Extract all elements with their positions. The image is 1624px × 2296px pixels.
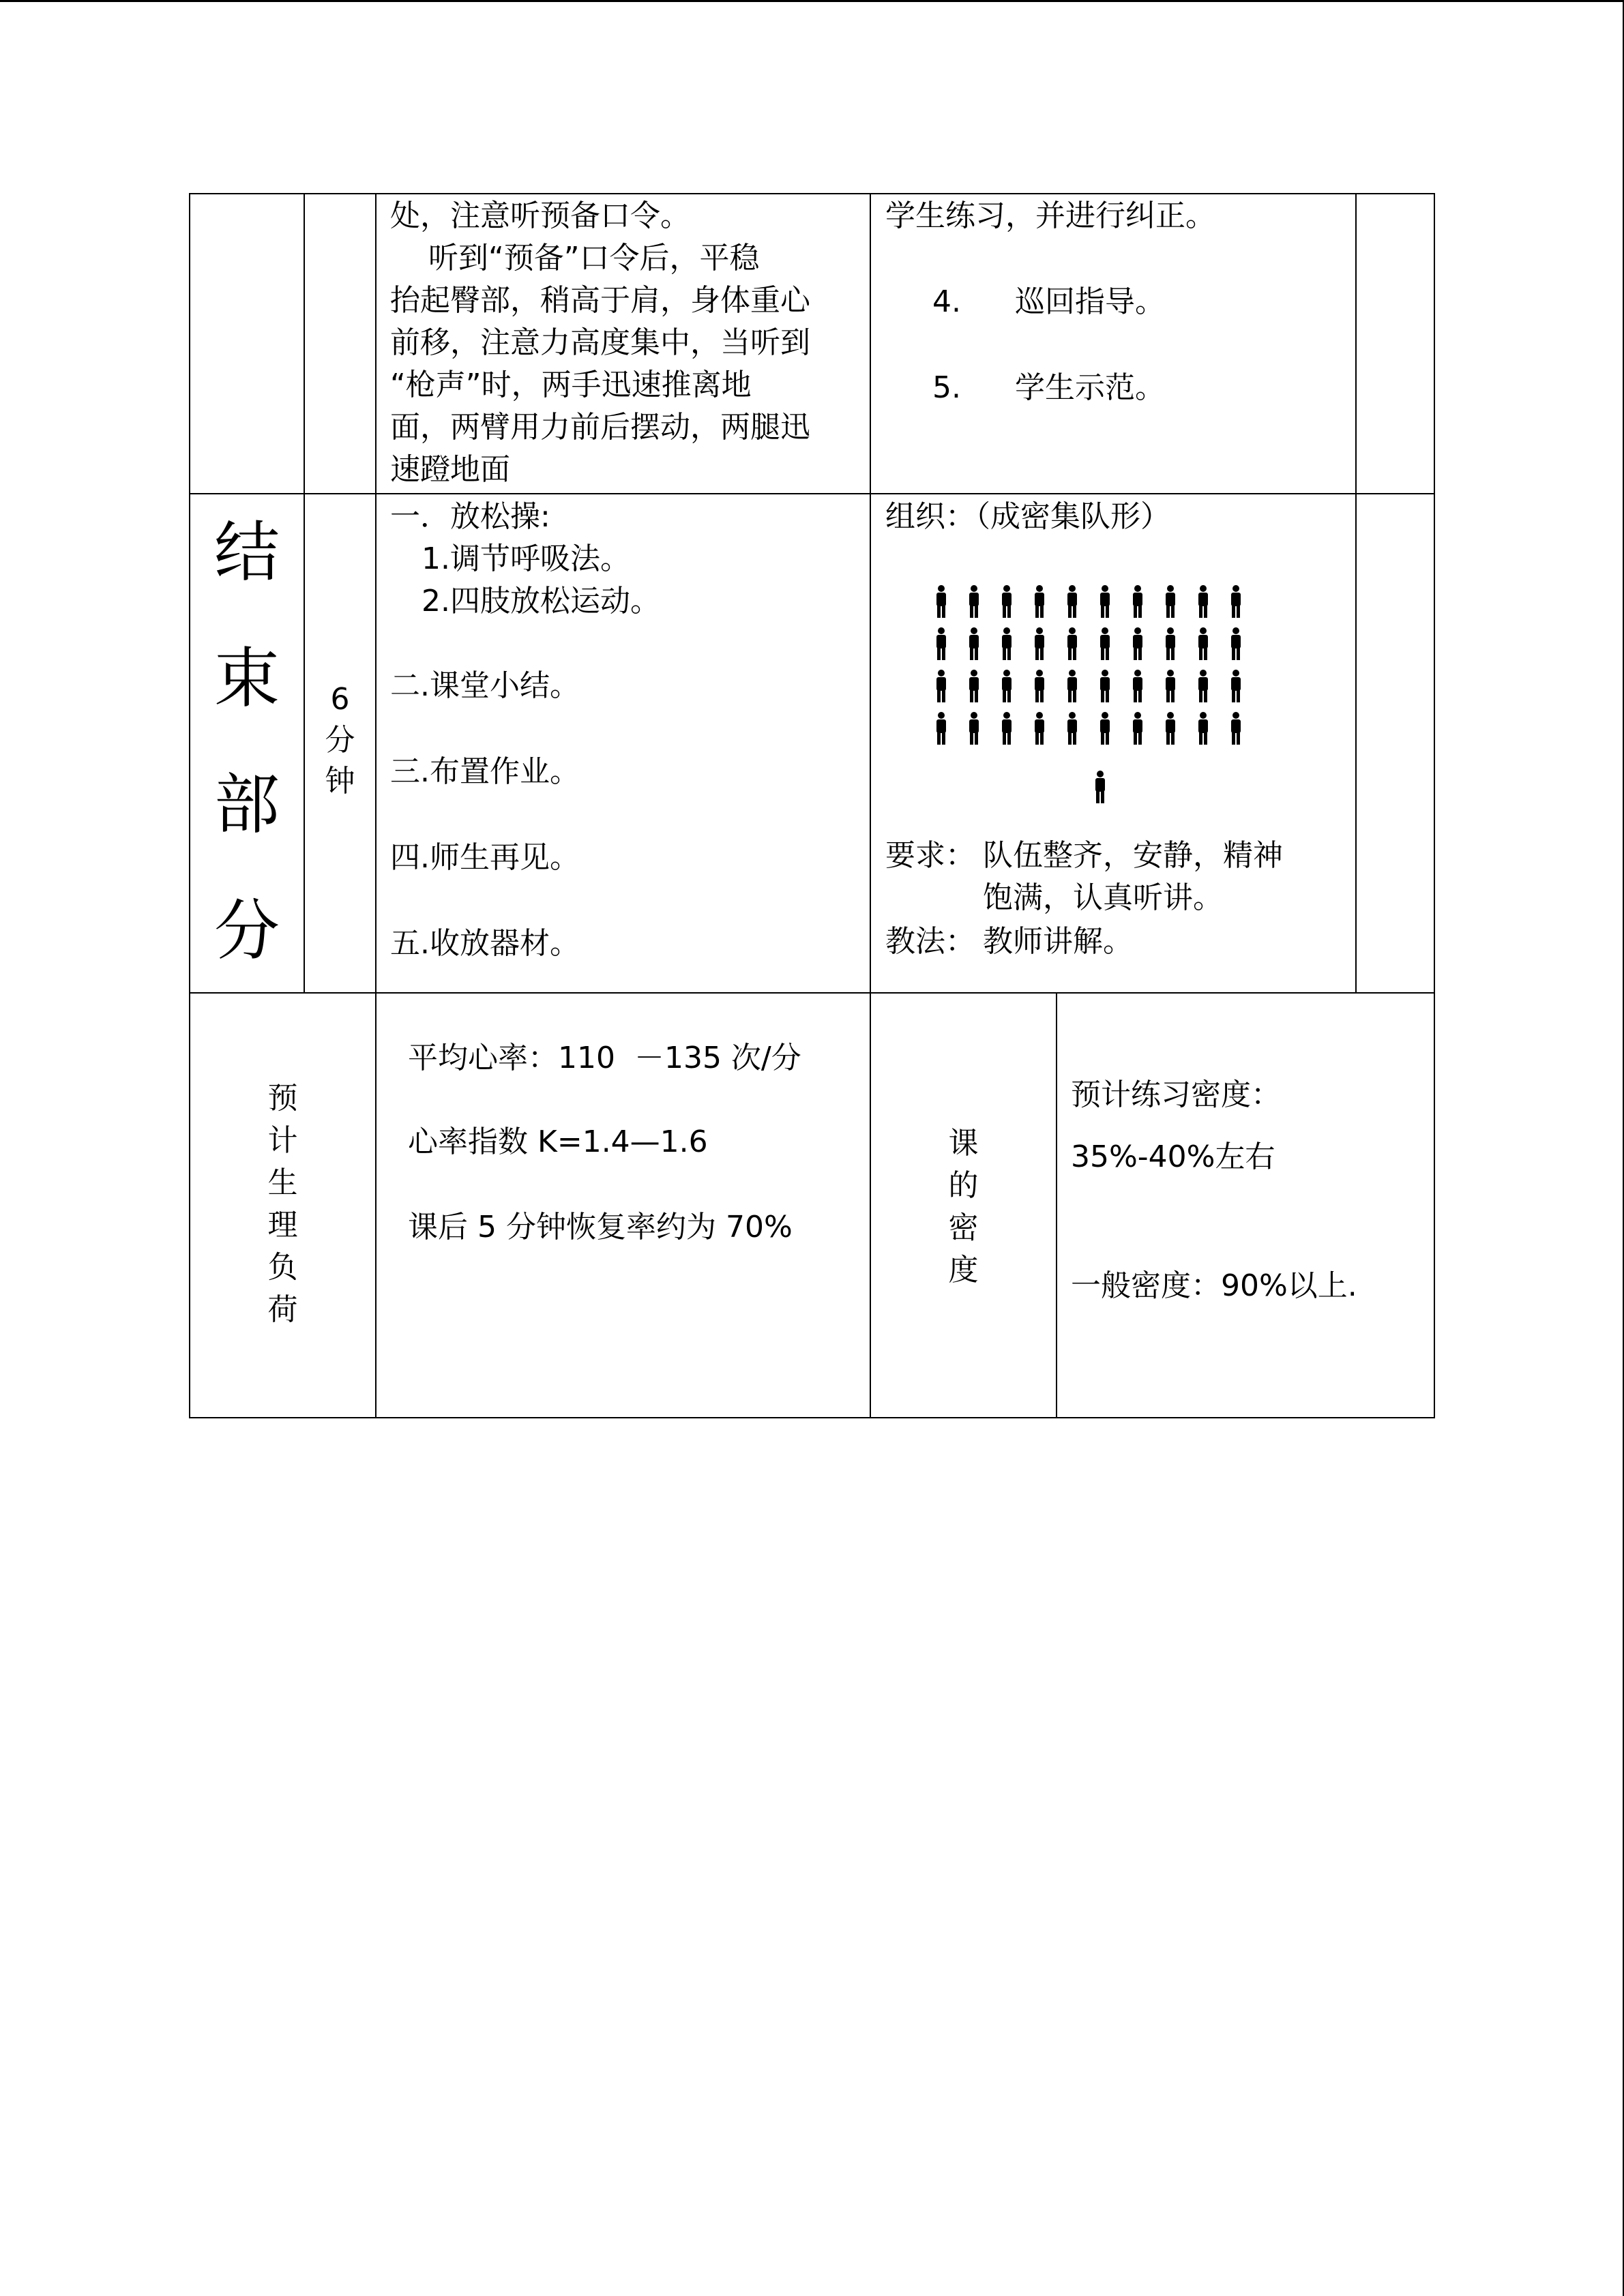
student-figure [934,627,948,661]
student-figure [1098,585,1112,619]
column-divider-section [304,193,305,992]
label-char: 计 [267,1123,298,1158]
column-divider-method [1355,193,1357,992]
content-line: 听到“预备”口令后，平稳 [390,241,760,275]
label-char: 荷 [267,1292,298,1327]
requirement-text: 队伍整齐，安静，精神 [983,838,1283,873]
label-char: 预 [267,1081,298,1116]
content-line: 抬起臀部，稍高于肩，身体重心 [390,283,810,318]
section-char: 束 [214,640,280,717]
table-border-top [189,193,1435,194]
label-char: 课 [948,1126,979,1161]
practice-density-value: 35%-40%左右 [1071,1139,1275,1174]
student-figure [1164,712,1177,746]
student-figure [1164,585,1177,619]
column-divider-time [375,193,377,1418]
table-border-bottom [189,1417,1435,1418]
heart-rate-index-text: 心率指数 K=1.4—1.6 [408,1124,708,1159]
method-text: 学生练习，并进行纠正。 [885,198,1215,233]
student-figure [967,670,981,704]
method-item-text: 学生示范。 [1015,370,1165,405]
student-figure [1229,585,1243,619]
student-figure [1033,670,1046,704]
student-figure [1164,670,1177,704]
student-figure [1033,585,1046,619]
student-figure [1229,627,1243,661]
table-border-right [1434,193,1435,1418]
content-subitem: 2.四肢放松运动。 [422,584,660,618]
student-figure [1164,627,1177,661]
column-divider-density [1056,992,1057,1418]
label-char: 密 [948,1210,979,1245]
label-char: 理 [267,1208,298,1242]
student-figure [1131,585,1145,619]
content-line: 面，两臂用力前后摆动，两腿迅 [390,410,810,445]
teacher-figure [1093,771,1107,805]
label-char: 的 [948,1168,979,1203]
student-figure [1033,627,1046,661]
content-line: 前移，注意力高度集中，当听到 [390,325,810,360]
teaching-method-text: 教师讲解。 [983,924,1133,959]
method-item-number: 5. [932,370,961,405]
organization-label: 组织：（成密集队形） [885,499,1170,534]
label-char: 负 [267,1250,298,1285]
section-char: 部 [214,766,280,843]
content-item: 二.课堂小结。 [390,668,580,703]
student-figure [1033,712,1046,746]
student-figure [934,670,948,704]
heart-rate-text: 平均心率：110 －135 次/分 [408,1041,801,1075]
student-figure [1000,585,1014,619]
method-item-number: 4. [932,284,961,319]
row-divider-1 [189,493,1435,494]
student-figure [1196,712,1210,746]
student-figure [1000,712,1014,746]
section-char: 分 [214,893,280,969]
student-figure [1065,585,1079,619]
density-label [871,1122,1056,1292]
content-item: 一．放松操: [390,499,550,534]
duration-char: 钟 [325,764,355,799]
student-figure [967,585,981,619]
student-figure [1098,670,1112,704]
student-figure [934,712,948,746]
content-subitem: 1.调节呼吸法。 [422,541,630,576]
student-figure [1196,585,1210,619]
requirement-text: 饱满，认真听讲。 [983,880,1223,915]
section-duration [305,679,375,802]
content-line: 速蹬地面 [390,452,510,487]
label-char: 度 [948,1253,979,1287]
student-figure [1196,670,1210,704]
physiological-load-label [190,1077,375,1331]
practice-density-label: 预计练习密度： [1071,1077,1281,1112]
student-figure [1196,627,1210,661]
student-figure [967,627,981,661]
duration-number: 6 [330,682,350,717]
student-figure [1065,627,1079,661]
student-figure [1065,712,1079,746]
content-line: 处，注意听预备口令。 [390,198,690,233]
content-line: “枪声”时，两手迅速推离地 [390,368,752,402]
method-item-text: 巡回指导。 [1015,284,1165,319]
label-char: 生 [267,1165,298,1200]
student-figure [1098,712,1112,746]
student-figure [1000,670,1014,704]
page-top-border [0,0,1624,2]
duration-char: 分 [325,723,355,758]
teaching-method-label: 教法： [885,924,975,959]
content-item: 三.布置作业。 [390,754,580,789]
student-figure [1065,670,1079,704]
recovery-rate-text: 课后 5 分钟恢复率约为 70% [408,1210,793,1244]
content-item: 四.师生再见。 [390,840,580,875]
general-density-text: 一般密度：90%以上. [1071,1268,1357,1303]
student-figure [967,712,981,746]
section-char: 结 [214,514,280,591]
content-item: 五.收放器材。 [390,926,580,961]
student-figure [1098,627,1112,661]
student-figure [1131,712,1145,746]
student-figure [1131,627,1145,661]
student-figure [934,585,948,619]
student-figure [1000,627,1014,661]
requirement-label: 要求： [885,838,975,873]
row-divider-2 [189,992,1435,994]
student-figure [1131,670,1145,704]
student-figure [1229,712,1243,746]
student-figure [1229,670,1243,704]
